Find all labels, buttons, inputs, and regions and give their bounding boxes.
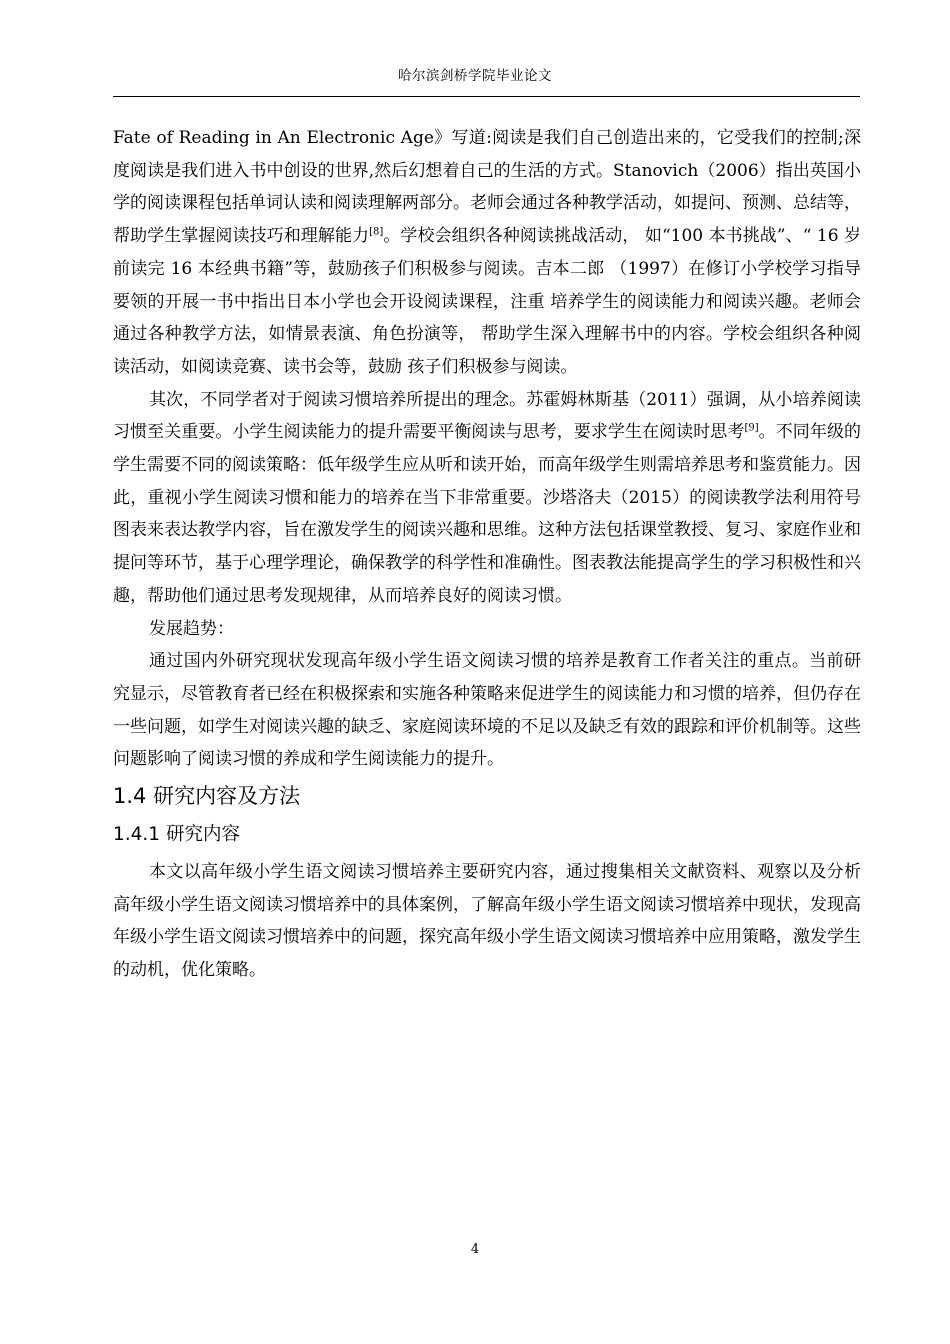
subsection-heading: 1.4.1 研究内容: [113, 824, 240, 846]
paragraph-scholars-ideas: [113, 384, 861, 613]
page-number: 4: [470, 1242, 480, 1257]
header-divider: [113, 96, 860, 97]
paragraph-text: 。不同年级的学生需要不同的阅读策略：低年级学生应从听和读开始，而高年级学生则需培养思考和鉴赏能力。因此，重视小学生阅读习惯和能力的培养在当下非常重要。沙塔洛夫（2015）的阅读教学法利用符号图表来表达教学内容，旨在激发学生的阅读兴趣和思维。这种方法包括课堂教授、复习、家庭作业和提问等环节，基于心理学理论，确保教学的科学性和准确性。图表教法能提高学生的学习积极性和兴趣，帮助他们通过思考发现规律，从而培养良好的阅读习惯。: [113, 422, 862, 606]
citation-ref[interactable]: [9]: [744, 422, 759, 434]
paragraph-research-content: 本文以高年级小学生语文阅读习惯培养主要研究内容，通过搜集相关文献资料、观察以及分析高年级小学生语文阅读习惯培养中的具体案例，了解高年级小学生语文阅读习惯培养中现状，发现高年级小学生语文阅读习惯培养中的问题，探究高年级小学生语文阅读习惯培养中应用策略，激发学生的动机，优化策略。: [113, 862, 861, 981]
paragraph-foreign-research: [113, 122, 861, 384]
running-header: 哈尔滨剑桥学院毕业论文: [398, 68, 552, 84]
paragraph-trend-body: 通过国内外研究现状发现高年级小学生语文阅读习惯的培养是教育工作者关注的重点。当前研究显示，尽管教育者已经在积极探索和实施各种策略来促进学生的阅读能力和习惯的培养，但仍存在一些问题，如学生对阅读兴趣的缺乏、家庭阅读环境的不足以及缺乏有效的跟踪和评价机制等。这些问题影响了阅读习惯的养成和学生阅读能力的提升。: [113, 651, 861, 770]
paragraph-text: Fate of Reading in An Electronic Age》写道:阅读是我们自己创造出来的，它受我们的控制;深度阅读是我们进入书中创设的世界,然后幻想着自己的生活的方式。Stanovich（2006）指出英国小学的阅读课程包括单词认读和阅读理解两部分。老师会通过各种教学活动，如提问、预测、总结等，帮助学生掌握阅读技巧和理解能力: [113, 128, 861, 247]
paragraph-text: 。学校会组织各种阅读挑战活动， 如“100 本书挑战”、“ 16 岁前读完 16 本经典书籍”等，鼓励孩子们积极参与阅读。吉本二郎 （1997）在修订小学校学习指导要领的开展一书中指出日本小学也会开设阅读课程，注重 培养学生的阅读能力和阅读兴趣。老师会通过各种教学方法，如情景表演、角色扮演等， 帮助学生深入理解书中的内容。学校会组织各种阅读活动，如阅读竞赛、读书会等，鼓励 孩子们积极参与阅读。: [113, 226, 861, 377]
paragraph-trend-label: 发展趋势：: [149, 618, 234, 639]
section-heading: 1.4 研究内容及方法: [113, 784, 301, 809]
page-body: [113, 122, 861, 987]
paragraph-text: 其次，不同学者对于阅读习惯培养所提出的理念。苏霍姆林斯基（2011）强调，从小培养阅读习惯至关重要。小学生阅读能力的提升需要平衡阅读与思考，要求学生在阅读时思考: [113, 389, 861, 443]
citation-ref[interactable]: [8]: [369, 226, 384, 238]
